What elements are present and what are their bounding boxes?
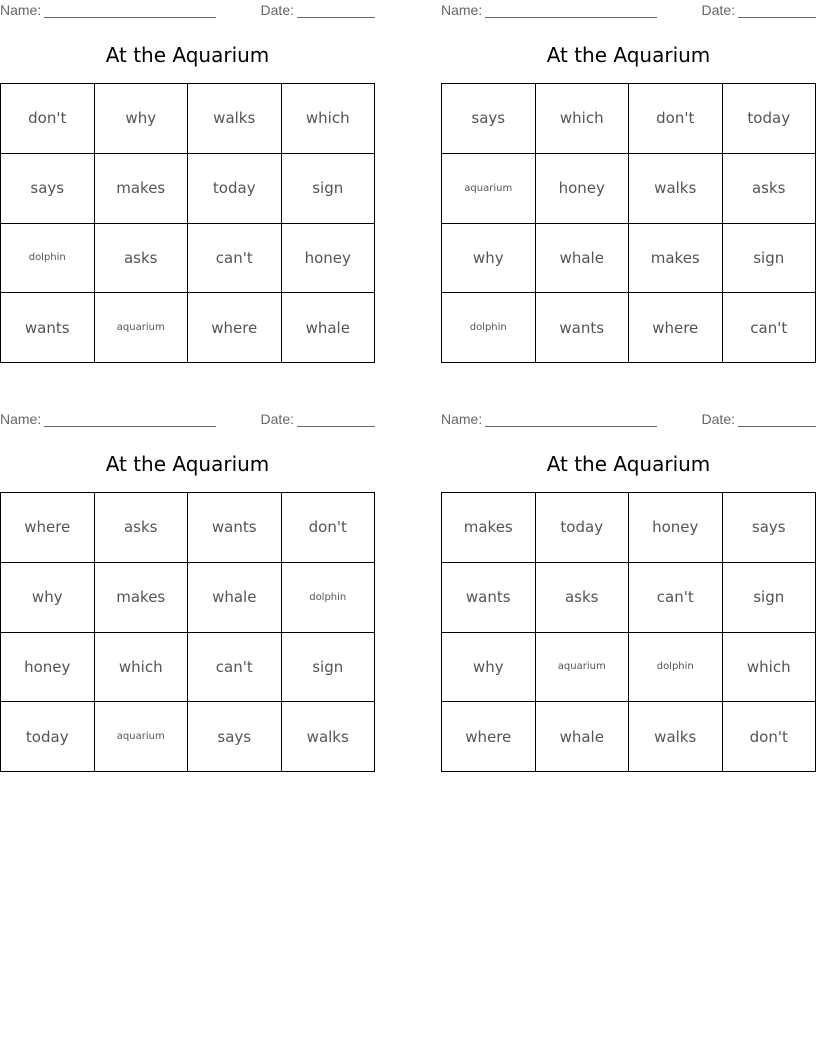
- date-label: Date:: [260, 2, 294, 18]
- bingo-cell: whale: [188, 563, 282, 633]
- bingo-cell: why: [442, 633, 536, 703]
- bingo-cell: says: [442, 84, 536, 154]
- bingo-cell: aquarium: [95, 702, 189, 772]
- name-label: Name:: [441, 411, 483, 427]
- name-date-header: [0, 2, 375, 20]
- date-field: [702, 2, 816, 18]
- bingo-cell: wants: [442, 563, 536, 633]
- bingo-cell: why: [442, 224, 536, 294]
- date-blank-line: [738, 3, 816, 18]
- bingo-grid: [0, 492, 375, 772]
- name-label: Name:: [0, 411, 42, 427]
- bingo-cell: asks: [723, 154, 816, 224]
- bingo-cell: says: [723, 493, 816, 563]
- bingo-cell: don't: [1, 84, 95, 154]
- bingo-card: [441, 409, 816, 774]
- bingo-cell: today: [536, 493, 630, 563]
- bingo-cell: makes: [95, 154, 189, 224]
- date-field: [702, 411, 816, 427]
- bingo-cell: whale: [282, 293, 376, 363]
- bingo-cell: which: [95, 633, 189, 703]
- bingo-cell: dolphin: [629, 633, 723, 703]
- name-field: [0, 2, 216, 18]
- date-field: [261, 411, 375, 427]
- bingo-cell: can't: [188, 633, 282, 703]
- bingo-cell: which: [723, 633, 816, 703]
- bingo-cell: today: [723, 84, 816, 154]
- bingo-cell: sign: [723, 224, 816, 294]
- bingo-cell: today: [188, 154, 282, 224]
- bingo-cell: today: [1, 702, 95, 772]
- name-blank-line: [44, 412, 216, 427]
- bingo-cell: whale: [536, 702, 630, 772]
- name-label: Name:: [441, 2, 483, 18]
- date-label: Date:: [701, 2, 735, 18]
- bingo-cell: can't: [723, 293, 816, 363]
- name-date-header: [441, 2, 816, 20]
- bingo-cell: dolphin: [1, 224, 95, 294]
- card-title: At the Aquarium: [546, 43, 711, 67]
- bingo-cell: dolphin: [442, 293, 536, 363]
- bingo-cell: don't: [723, 702, 816, 772]
- bingo-cell: says: [188, 702, 282, 772]
- bingo-cell: whale: [536, 224, 630, 294]
- bingo-cell: can't: [188, 224, 282, 294]
- date-blank-line: [297, 412, 375, 427]
- bingo-cell: aquarium: [95, 293, 189, 363]
- bingo-cell: don't: [629, 84, 723, 154]
- date-blank-line: [297, 3, 375, 18]
- bingo-card: [441, 0, 816, 365]
- bingo-cell: where: [1, 493, 95, 563]
- card-title: At the Aquarium: [105, 43, 270, 67]
- name-field: [0, 411, 216, 427]
- name-label: Name:: [0, 2, 42, 18]
- bingo-cell: wants: [536, 293, 630, 363]
- name-blank-line: [44, 3, 216, 18]
- bingo-grid: [441, 492, 816, 772]
- date-blank-line: [738, 412, 816, 427]
- date-label: Date:: [701, 411, 735, 427]
- bingo-cell: walks: [629, 702, 723, 772]
- bingo-cell: sign: [723, 563, 816, 633]
- bingo-cell: where: [442, 702, 536, 772]
- bingo-cell: sign: [282, 154, 376, 224]
- bingo-grid: [441, 83, 816, 363]
- bingo-cell: which: [282, 84, 376, 154]
- bingo-cell: honey: [536, 154, 630, 224]
- date-field: [261, 2, 375, 18]
- bingo-cell: where: [188, 293, 282, 363]
- bingo-cell: asks: [95, 224, 189, 294]
- bingo-cell: which: [536, 84, 630, 154]
- bingo-cell: where: [629, 293, 723, 363]
- bingo-cell: aquarium: [536, 633, 630, 703]
- name-field: [441, 2, 657, 18]
- bingo-cell: makes: [442, 493, 536, 563]
- bingo-cell: makes: [95, 563, 189, 633]
- name-date-header: [441, 411, 816, 429]
- name-blank-line: [485, 412, 657, 427]
- bingo-cell: walks: [629, 154, 723, 224]
- card-title: At the Aquarium: [105, 452, 270, 476]
- bingo-cell: why: [1, 563, 95, 633]
- bingo-card: [0, 409, 375, 774]
- bingo-cell: walks: [188, 84, 282, 154]
- date-label: Date:: [260, 411, 294, 427]
- bingo-cell: wants: [188, 493, 282, 563]
- bingo-cell: aquarium: [442, 154, 536, 224]
- bingo-cell: honey: [1, 633, 95, 703]
- bingo-cell: asks: [536, 563, 630, 633]
- bingo-cell: makes: [629, 224, 723, 294]
- name-date-header: [0, 411, 375, 429]
- bingo-cell: says: [1, 154, 95, 224]
- bingo-cell: why: [95, 84, 189, 154]
- bingo-cell: wants: [1, 293, 95, 363]
- bingo-cell: asks: [95, 493, 189, 563]
- bingo-cell: honey: [282, 224, 376, 294]
- bingo-cell: walks: [282, 702, 376, 772]
- bingo-cell: don't: [282, 493, 376, 563]
- name-blank-line: [485, 3, 657, 18]
- bingo-cell: dolphin: [282, 563, 376, 633]
- bingo-cell: can't: [629, 563, 723, 633]
- card-title: At the Aquarium: [546, 452, 711, 476]
- bingo-cell: sign: [282, 633, 376, 703]
- name-field: [441, 411, 657, 427]
- bingo-card: [0, 0, 375, 365]
- bingo-grid: [0, 83, 375, 363]
- bingo-cell: honey: [629, 493, 723, 563]
